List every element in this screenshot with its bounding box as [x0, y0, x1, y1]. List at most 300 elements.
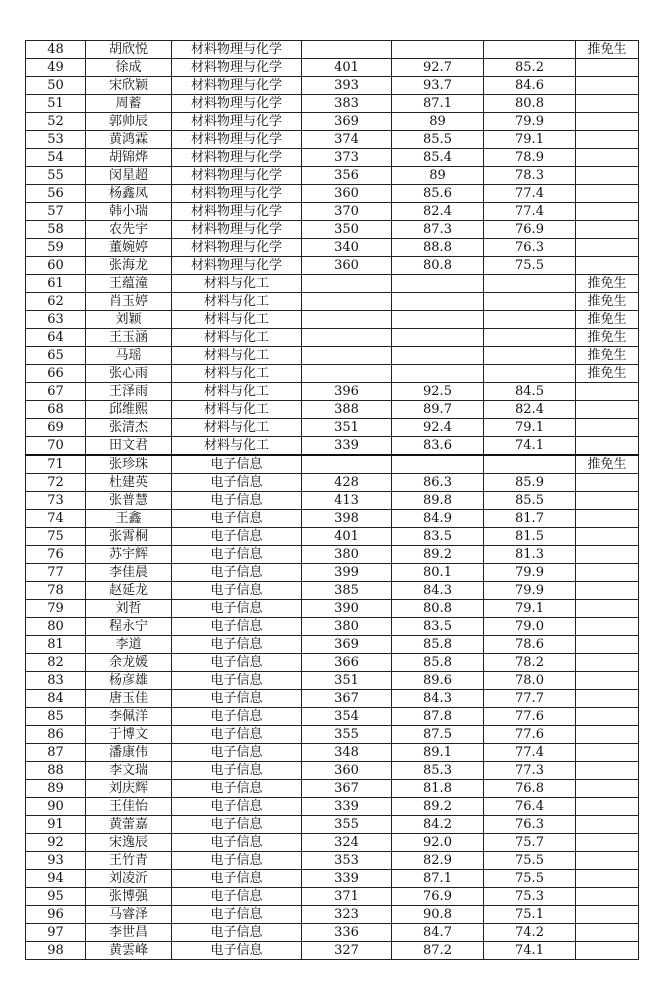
interview-score-cell: 92.4	[392, 419, 484, 437]
remark-cell	[576, 780, 639, 798]
interview-score-cell: 83.6	[392, 437, 484, 456]
student-name-cell: 刘哲	[86, 600, 172, 618]
row-number-cell: 81	[26, 636, 86, 654]
row-number-cell: 69	[26, 419, 86, 437]
interview-score-cell: 87.8	[392, 708, 484, 726]
total-score-cell: 76.4	[484, 798, 576, 816]
total-score-cell	[484, 365, 576, 383]
interview-score-cell: 89.2	[392, 798, 484, 816]
remark-cell	[576, 77, 639, 95]
table-row	[26, 311, 639, 329]
interview-score-cell: 84.3	[392, 690, 484, 708]
row-number-cell: 72	[26, 474, 86, 492]
initial-score-cell: 428	[302, 474, 392, 492]
interview-score-cell: 85.4	[392, 149, 484, 167]
table-row	[26, 437, 639, 456]
initial-score-cell	[302, 311, 392, 329]
initial-score-cell	[302, 365, 392, 383]
interview-score-cell: 89	[392, 113, 484, 131]
student-name-cell: 王鑫	[86, 510, 172, 528]
student-name-cell: 董婉婷	[86, 239, 172, 257]
remark-cell	[576, 816, 639, 834]
major-cell: 材料物理与化学	[172, 113, 302, 131]
remark-cell	[576, 618, 639, 636]
student-name-cell: 郭帅辰	[86, 113, 172, 131]
table-row	[26, 221, 639, 239]
total-score-cell: 74.1	[484, 437, 576, 456]
remark-cell	[576, 401, 639, 419]
initial-score-cell: 396	[302, 383, 392, 401]
student-name-cell: 李世昌	[86, 924, 172, 942]
major-cell: 电子信息	[172, 762, 302, 780]
table-row	[26, 852, 639, 870]
major-cell: 电子信息	[172, 618, 302, 636]
remark-cell	[576, 510, 639, 528]
total-score-cell: 75.5	[484, 852, 576, 870]
interview-score-cell: 92.0	[392, 834, 484, 852]
student-name-cell: 王玉涵	[86, 329, 172, 347]
initial-score-cell: 339	[302, 798, 392, 816]
total-score-cell: 74.1	[484, 942, 576, 960]
interview-score-cell: 90.8	[392, 906, 484, 924]
total-score-cell: 76.9	[484, 221, 576, 239]
row-number-cell: 83	[26, 672, 86, 690]
total-score-cell: 79.0	[484, 618, 576, 636]
remark-cell	[576, 113, 639, 131]
major-cell: 电子信息	[172, 906, 302, 924]
major-cell: 电子信息	[172, 546, 302, 564]
remark-cell: 推免生	[576, 329, 639, 347]
row-number-cell: 75	[26, 528, 86, 546]
remark-cell	[576, 564, 639, 582]
table-row	[26, 780, 639, 798]
student-name-cell: 程永宁	[86, 618, 172, 636]
remark-cell	[576, 59, 639, 77]
student-name-cell: 田文君	[86, 437, 172, 456]
total-score-cell: 81.7	[484, 510, 576, 528]
interview-score-cell: 89.1	[392, 744, 484, 762]
interview-score-cell: 76.9	[392, 888, 484, 906]
initial-score-cell	[302, 41, 392, 59]
major-cell: 电子信息	[172, 636, 302, 654]
student-name-cell: 刘庆辉	[86, 780, 172, 798]
row-number-cell: 85	[26, 708, 86, 726]
total-score-cell	[484, 311, 576, 329]
major-cell: 电子信息	[172, 924, 302, 942]
row-number-cell: 64	[26, 329, 86, 347]
interview-score-cell: 87.5	[392, 726, 484, 744]
table-row	[26, 510, 639, 528]
interview-score-cell	[392, 365, 484, 383]
table-row	[26, 41, 639, 59]
row-number-cell: 96	[26, 906, 86, 924]
initial-score-cell: 371	[302, 888, 392, 906]
major-cell: 材料物理与化学	[172, 59, 302, 77]
interview-score-cell: 89	[392, 167, 484, 185]
major-cell: 电子信息	[172, 780, 302, 798]
table-row	[26, 744, 639, 762]
student-name-cell: 马睿泽	[86, 906, 172, 924]
total-score-cell: 79.1	[484, 131, 576, 149]
initial-score-cell: 399	[302, 564, 392, 582]
table-row	[26, 77, 639, 95]
remark-cell	[576, 383, 639, 401]
initial-score-cell: 353	[302, 852, 392, 870]
remark-cell	[576, 852, 639, 870]
total-score-cell: 77.3	[484, 762, 576, 780]
table-row	[26, 672, 639, 690]
major-cell: 材料与化工	[172, 383, 302, 401]
student-name-cell: 马瑶	[86, 347, 172, 365]
total-score-cell: 78.0	[484, 672, 576, 690]
student-name-cell: 宋逸辰	[86, 834, 172, 852]
table-row	[26, 275, 639, 293]
student-name-cell: 赵延龙	[86, 582, 172, 600]
row-number-cell: 53	[26, 131, 86, 149]
initial-score-cell: 393	[302, 77, 392, 95]
remark-cell	[576, 203, 639, 221]
major-cell: 材料与化工	[172, 437, 302, 456]
interview-score-cell	[392, 311, 484, 329]
row-number-cell: 59	[26, 239, 86, 257]
interview-score-cell	[392, 293, 484, 311]
student-name-cell: 潘康伟	[86, 744, 172, 762]
initial-score-cell	[302, 329, 392, 347]
initial-score-cell: 383	[302, 95, 392, 113]
table-row	[26, 546, 639, 564]
student-name-cell: 王蕴潼	[86, 275, 172, 293]
major-cell: 材料物理与化学	[172, 185, 302, 203]
major-cell: 电子信息	[172, 455, 302, 474]
interview-score-cell	[392, 455, 484, 474]
major-cell: 材料与化工	[172, 293, 302, 311]
major-cell: 电子信息	[172, 528, 302, 546]
student-name-cell: 韩小瑞	[86, 203, 172, 221]
initial-score-cell	[302, 347, 392, 365]
initial-score-cell: 355	[302, 816, 392, 834]
major-cell: 电子信息	[172, 672, 302, 690]
initial-score-cell: 401	[302, 59, 392, 77]
major-cell: 材料与化工	[172, 347, 302, 365]
initial-score-cell: 413	[302, 492, 392, 510]
row-number-cell: 65	[26, 347, 86, 365]
major-cell: 材料物理与化学	[172, 95, 302, 113]
initial-score-cell: 336	[302, 924, 392, 942]
student-name-cell: 苏宇辉	[86, 546, 172, 564]
total-score-cell: 81.5	[484, 528, 576, 546]
table-row	[26, 474, 639, 492]
table-row	[26, 942, 639, 960]
row-number-cell: 58	[26, 221, 86, 239]
remark-cell	[576, 419, 639, 437]
interview-score-cell: 87.1	[392, 870, 484, 888]
table-row	[26, 906, 639, 924]
student-name-cell: 胡锦烨	[86, 149, 172, 167]
initial-score-cell: 360	[302, 185, 392, 203]
row-number-cell: 78	[26, 582, 86, 600]
remark-cell: 推免生	[576, 455, 639, 474]
table-row	[26, 834, 639, 852]
table-row	[26, 455, 639, 474]
table-row	[26, 600, 639, 618]
table-row	[26, 113, 639, 131]
major-cell: 电子信息	[172, 744, 302, 762]
student-name-cell: 宋欣颖	[86, 77, 172, 95]
row-number-cell: 76	[26, 546, 86, 564]
major-cell: 电子信息	[172, 492, 302, 510]
major-cell: 材料物理与化学	[172, 221, 302, 239]
student-name-cell: 胡欣悦	[86, 41, 172, 59]
remark-cell	[576, 726, 639, 744]
student-name-cell: 张普慧	[86, 492, 172, 510]
remark-cell	[576, 636, 639, 654]
major-cell: 材料与化工	[172, 419, 302, 437]
major-cell: 材料与化工	[172, 275, 302, 293]
remark-cell	[576, 834, 639, 852]
remark-cell	[576, 546, 639, 564]
table-row	[26, 798, 639, 816]
initial-score-cell: 339	[302, 437, 392, 456]
total-score-cell: 77.7	[484, 690, 576, 708]
row-number-cell: 60	[26, 257, 86, 275]
total-score-cell	[484, 275, 576, 293]
table-row	[26, 888, 639, 906]
major-cell: 电子信息	[172, 852, 302, 870]
row-number-cell: 77	[26, 564, 86, 582]
row-number-cell: 87	[26, 744, 86, 762]
student-name-cell: 杨鑫凤	[86, 185, 172, 203]
table-row	[26, 167, 639, 185]
interview-score-cell: 87.2	[392, 942, 484, 960]
student-name-cell: 黄鸿霖	[86, 131, 172, 149]
total-score-cell: 79.1	[484, 600, 576, 618]
major-cell: 电子信息	[172, 834, 302, 852]
row-number-cell: 66	[26, 365, 86, 383]
initial-score-cell: 323	[302, 906, 392, 924]
interview-score-cell: 85.6	[392, 185, 484, 203]
major-cell: 材料物理与化学	[172, 203, 302, 221]
interview-score-cell: 81.8	[392, 780, 484, 798]
table-row	[26, 149, 639, 167]
row-number-cell: 88	[26, 762, 86, 780]
total-score-cell: 80.8	[484, 95, 576, 113]
row-number-cell: 84	[26, 690, 86, 708]
major-cell: 材料与化工	[172, 365, 302, 383]
remark-cell	[576, 257, 639, 275]
remark-cell	[576, 600, 639, 618]
major-cell: 电子信息	[172, 510, 302, 528]
row-number-cell: 49	[26, 59, 86, 77]
initial-score-cell: 356	[302, 167, 392, 185]
total-score-cell: 75.7	[484, 834, 576, 852]
total-score-cell	[484, 329, 576, 347]
remark-cell	[576, 528, 639, 546]
row-number-cell: 94	[26, 870, 86, 888]
row-number-cell: 90	[26, 798, 86, 816]
total-score-cell	[484, 41, 576, 59]
remark-cell	[576, 492, 639, 510]
initial-score-cell: 380	[302, 618, 392, 636]
total-score-cell: 77.4	[484, 185, 576, 203]
table-row	[26, 239, 639, 257]
initial-score-cell: 388	[302, 401, 392, 419]
student-name-cell: 农先宇	[86, 221, 172, 239]
row-number-cell: 70	[26, 437, 86, 456]
initial-score-cell: 351	[302, 419, 392, 437]
interview-score-cell: 89.8	[392, 492, 484, 510]
row-number-cell: 55	[26, 167, 86, 185]
major-cell: 材料物理与化学	[172, 167, 302, 185]
student-name-cell: 徐成	[86, 59, 172, 77]
interview-score-cell: 89.2	[392, 546, 484, 564]
student-name-cell: 刘凌沂	[86, 870, 172, 888]
total-score-cell: 75.5	[484, 257, 576, 275]
total-score-cell: 85.9	[484, 474, 576, 492]
remark-cell	[576, 221, 639, 239]
interview-score-cell: 84.3	[392, 582, 484, 600]
interview-score-cell: 84.9	[392, 510, 484, 528]
remark-cell	[576, 942, 639, 960]
remark-cell	[576, 762, 639, 780]
major-cell: 材料物理与化学	[172, 257, 302, 275]
total-score-cell: 77.4	[484, 744, 576, 762]
total-score-cell: 74.2	[484, 924, 576, 942]
interview-score-cell: 85.5	[392, 131, 484, 149]
interview-score-cell: 82.4	[392, 203, 484, 221]
row-number-cell: 68	[26, 401, 86, 419]
interview-score-cell	[392, 41, 484, 59]
major-cell: 电子信息	[172, 474, 302, 492]
row-number-cell: 50	[26, 77, 86, 95]
table-row	[26, 203, 639, 221]
table-row	[26, 492, 639, 510]
interview-score-cell: 84.2	[392, 816, 484, 834]
interview-score-cell	[392, 275, 484, 293]
remark-cell: 推免生	[576, 347, 639, 365]
interview-score-cell: 87.3	[392, 221, 484, 239]
table-row	[26, 708, 639, 726]
initial-score-cell: 355	[302, 726, 392, 744]
remark-cell	[576, 149, 639, 167]
student-name-cell: 刘颖	[86, 311, 172, 329]
table-row	[26, 293, 639, 311]
major-cell: 电子信息	[172, 870, 302, 888]
score-table-body	[26, 41, 639, 960]
student-name-cell: 肖玉婷	[86, 293, 172, 311]
interview-score-cell	[392, 347, 484, 365]
row-number-cell: 71	[26, 455, 86, 474]
table-row	[26, 95, 639, 113]
remark-cell	[576, 672, 639, 690]
remark-cell	[576, 888, 639, 906]
initial-score-cell: 390	[302, 600, 392, 618]
major-cell: 电子信息	[172, 816, 302, 834]
row-number-cell: 98	[26, 942, 86, 960]
interview-score-cell: 80.8	[392, 257, 484, 275]
total-score-cell: 79.9	[484, 113, 576, 131]
initial-score-cell: 369	[302, 636, 392, 654]
remark-cell	[576, 437, 639, 456]
total-score-cell: 84.5	[484, 383, 576, 401]
table-row	[26, 365, 639, 383]
row-number-cell: 52	[26, 113, 86, 131]
table-row	[26, 383, 639, 401]
initial-score-cell	[302, 275, 392, 293]
table-row	[26, 924, 639, 942]
table-row	[26, 185, 639, 203]
table-row	[26, 690, 639, 708]
interview-score-cell: 85.3	[392, 762, 484, 780]
initial-score-cell: 367	[302, 690, 392, 708]
remark-cell	[576, 690, 639, 708]
student-name-cell: 杨彦雄	[86, 672, 172, 690]
total-score-cell: 79.1	[484, 419, 576, 437]
row-number-cell: 57	[26, 203, 86, 221]
remark-cell	[576, 870, 639, 888]
student-name-cell: 闵星超	[86, 167, 172, 185]
total-score-cell	[484, 347, 576, 365]
initial-score-cell: 327	[302, 942, 392, 960]
total-score-cell: 85.5	[484, 492, 576, 510]
student-name-cell: 王佳怡	[86, 798, 172, 816]
student-name-cell: 于博文	[86, 726, 172, 744]
student-name-cell: 李佳晨	[86, 564, 172, 582]
remark-cell	[576, 744, 639, 762]
student-name-cell: 余龙媛	[86, 654, 172, 672]
total-score-cell: 81.3	[484, 546, 576, 564]
major-cell: 材料与化工	[172, 311, 302, 329]
row-number-cell: 95	[26, 888, 86, 906]
remark-cell	[576, 239, 639, 257]
table-row	[26, 726, 639, 744]
student-name-cell: 张清杰	[86, 419, 172, 437]
total-score-cell: 78.2	[484, 654, 576, 672]
total-score-cell: 79.9	[484, 582, 576, 600]
row-number-cell: 91	[26, 816, 86, 834]
remark-cell	[576, 95, 639, 113]
student-name-cell: 周蓄	[86, 95, 172, 113]
student-name-cell: 黄雲峰	[86, 942, 172, 960]
student-name-cell: 李佩洋	[86, 708, 172, 726]
score-table	[25, 40, 639, 960]
total-score-cell: 75.5	[484, 870, 576, 888]
row-number-cell: 86	[26, 726, 86, 744]
total-score-cell: 78.3	[484, 167, 576, 185]
total-score-cell: 77.4	[484, 203, 576, 221]
total-score-cell: 76.3	[484, 239, 576, 257]
interview-score-cell: 92.7	[392, 59, 484, 77]
row-number-cell: 56	[26, 185, 86, 203]
table-row	[26, 654, 639, 672]
table-row	[26, 419, 639, 437]
remark-cell	[576, 798, 639, 816]
student-name-cell: 李文瑞	[86, 762, 172, 780]
remark-cell	[576, 474, 639, 492]
initial-score-cell: 351	[302, 672, 392, 690]
initial-score-cell: 373	[302, 149, 392, 167]
major-cell: 电子信息	[172, 690, 302, 708]
total-score-cell: 78.9	[484, 149, 576, 167]
remark-cell	[576, 654, 639, 672]
initial-score-cell: 360	[302, 762, 392, 780]
row-number-cell: 62	[26, 293, 86, 311]
remark-cell: 推免生	[576, 365, 639, 383]
initial-score-cell: 348	[302, 744, 392, 762]
table-row	[26, 401, 639, 419]
major-cell: 材料物理与化学	[172, 77, 302, 95]
major-cell: 材料物理与化学	[172, 149, 302, 167]
total-score-cell: 82.4	[484, 401, 576, 419]
